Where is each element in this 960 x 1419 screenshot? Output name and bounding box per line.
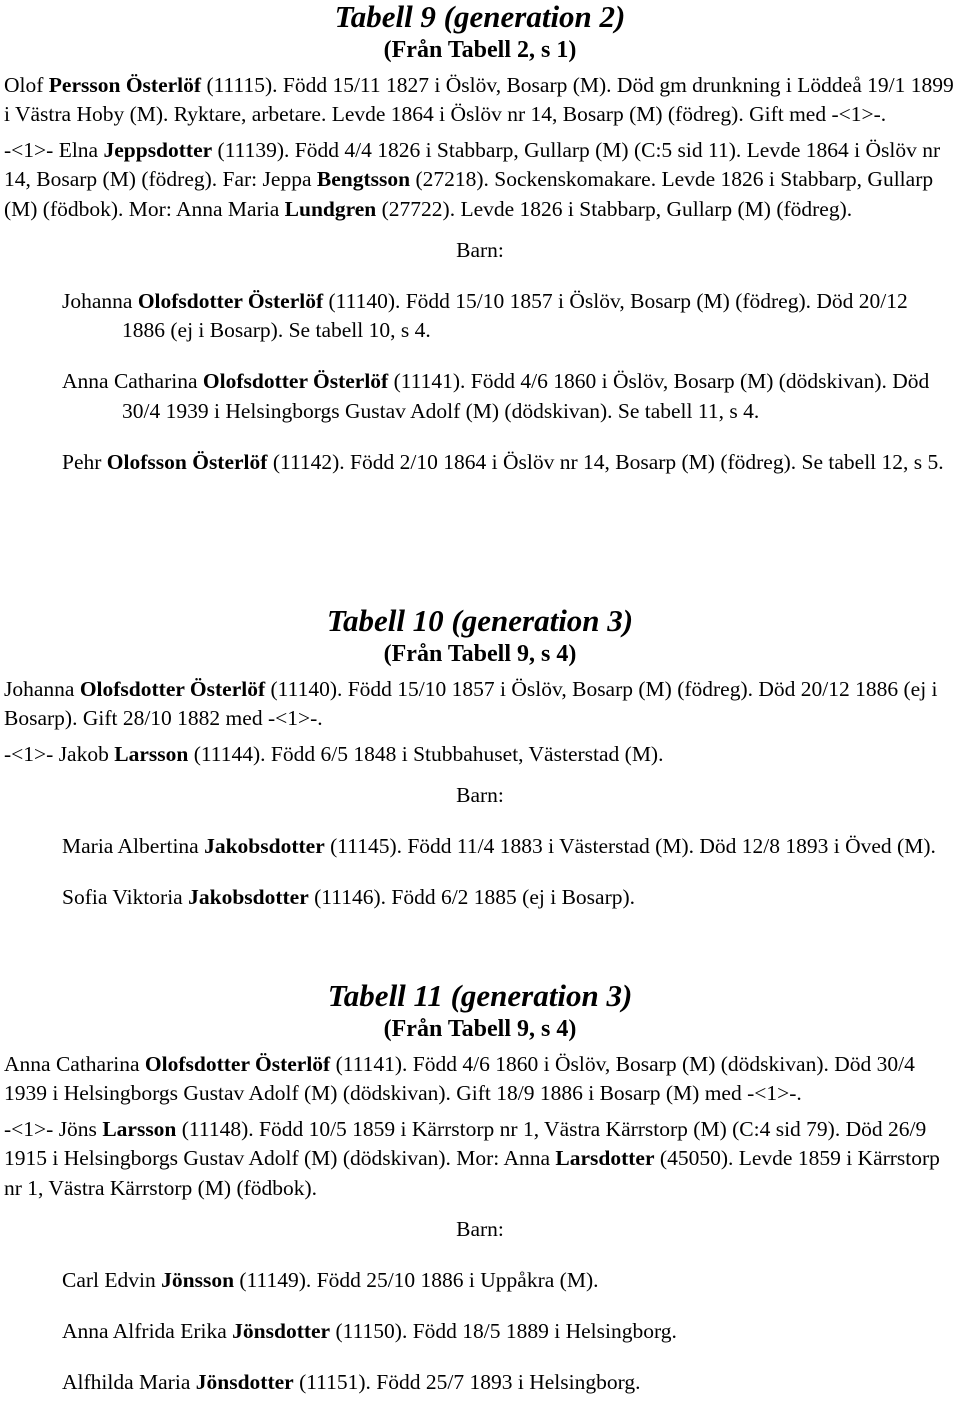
section-tabell-9: [4, 0, 956, 498]
child-surname: Jakobsdotter: [204, 834, 325, 859]
spouse-surname: Larsson: [114, 741, 189, 766]
person-entry: Olof Persson Österlöf (11115). Född 15/11 1827 i Öslöv, Bosarp (M). Död gm drunkning i Löddeå 19/1 1899 i Västra Hoby (M). Ryktare, arbetare. Levde 1864 i Öslöv nr 14, Bosarp (M) (födreg). Gift med -<1>-.: [4, 73, 954, 127]
person-surname: Olofsdotter Österlöf: [144, 1052, 331, 1076]
section-title: Tabell 9 (generation 2): [334, 0, 626, 34]
spouse-surname: Jeppsdotter: [103, 137, 213, 162]
child-surname: Jönsdotter: [232, 1318, 331, 1343]
child-entry: Anna Alfrida Erika Jönsdotter (11150). Född 18/5 1889 i Helsingborg.: [62, 1318, 677, 1343]
child-surname: Olofsdotter Österlöf: [202, 369, 389, 394]
child-entry: Sofia Viktoria Jakobsdotter (11146). Född 6/2 1885 (ej i Bosarp).: [62, 885, 636, 910]
child-surname: Olofsson Österlöf: [106, 449, 268, 474]
child-surname: Jönsdotter: [195, 1369, 294, 1394]
section-title: Tabell 11 (generation 3): [327, 978, 633, 1013]
mother-surname: Larsdotter: [555, 1146, 655, 1171]
child-entry: Anna Catharina Olofsdotter Österlöf (11141). Född 4/6 1860 i Öslöv, Bosarp (M) (dödskivan). Död 30/4 1939 i Helsingborgs Gustav Adolf (M) (dödskivan). Se tabell 11, s 4.: [62, 369, 930, 423]
spouse-entry: -<1>- Jöns Larsson (11148). Född 10/5 1859 i Kärrstorp nr 1, Västra Kärrstorp (M) (C:4 sid 79). Död 26/9 1915 i Helsingborgs Gustav Adolf (M) (dödskivan). Mor: Anna Larsdotter (45050). Levde 1859 i Kärrstorp nr 1, Västra Kärrstorp (M) (födbok).: [4, 1116, 940, 1200]
person-entry: Anna Catharina Olofsdotter Österlöf (11141). Född 4/6 1860 i Öslöv, Bosarp (M) (dödskivan). Död 30/4 1939 i Helsingborgs Gustav Adolf (M) (dödskivan). Gift 18/9 1886 i Bosarp (M) med -<1>-.: [4, 1052, 915, 1106]
section-tabell-11: [4, 979, 956, 1419]
child-surname: Olofsdotter Österlöf: [137, 288, 324, 313]
father-surname: Bengtsson: [316, 167, 411, 192]
child-entry: Carl Edvin Jönsson (11149). Född 25/10 1886 i Uppåkra (M).: [62, 1267, 599, 1292]
section-subtitle: (Från Tabell 9, s 4): [383, 1016, 577, 1042]
children-label: Barn:: [456, 238, 504, 263]
child-surname: Jönsson: [161, 1267, 235, 1292]
spouse-entry: -<1>- Elna Jeppsdotter (11139). Född 4/4 1826 i Stabbarp, Gullarp (M) (C:5 sid 11). Levde 1864 i Öslöv nr 14, Bosarp (M) (födreg). Far: Jeppa Bengtsson (27218). Sockenskomakare. Levde 1826 i Stabbarp, Gullarp (M) (födbok). Mor: Anna Maria Lundgren (27722). Levde 1826 i Stabbarp, Gullarp (M) (födreg).: [4, 137, 941, 221]
mother-surname: Lundgren: [284, 196, 377, 221]
person-surname: Olofsdotter Österlöf: [79, 677, 266, 701]
section-subtitle: (Från Tabell 2, s 1): [383, 37, 577, 63]
child-entry: Johanna Olofsdotter Österlöf (11140). Född 15/10 1857 i Öslöv, Bosarp (M) (födreg). Död 20/12 1886 (ej i Bosarp). Se tabell 10, s 4.: [62, 288, 908, 343]
section-title: Tabell 10 (generation 3): [326, 603, 634, 638]
child-surname: Jakobsdotter: [188, 885, 309, 910]
spouse-entry: -<1>- Jakob Larsson (11144). Född 6/5 1848 i Stubbahuset, Västerstad (M).: [4, 741, 664, 766]
person-entry: Johanna Olofsdotter Österlöf (11140). Född 15/10 1857 i Öslöv, Bosarp (M) (födreg). Död 20/12 1886 (ej i Bosarp). Gift 28/10 1882 med -<1>-.: [4, 677, 938, 731]
section-subtitle: (Från Tabell 9, s 4): [383, 641, 577, 667]
person-surname: Persson Österlöf: [48, 73, 202, 97]
child-entry: Pehr Olofsson Österlöf (11142). Född 2/10 1864 i Öslöv nr 14, Bosarp (M) (födreg). Se tabell 12, s 5.: [62, 449, 944, 474]
spouse-surname: Larsson: [102, 1116, 177, 1141]
children-label: Barn:: [456, 1217, 504, 1242]
child-entry: Maria Albertina Jakobsdotter (11145). Född 11/4 1883 i Västerstad (M). Död 12/8 1893 i Öved (M).: [62, 834, 936, 859]
child-entry: Alfhilda Maria Jönsdotter (11151). Född 25/7 1893 i Helsingborg.: [62, 1369, 641, 1394]
children-label: Barn:: [456, 783, 504, 808]
section-tabell-10: [4, 604, 956, 934]
